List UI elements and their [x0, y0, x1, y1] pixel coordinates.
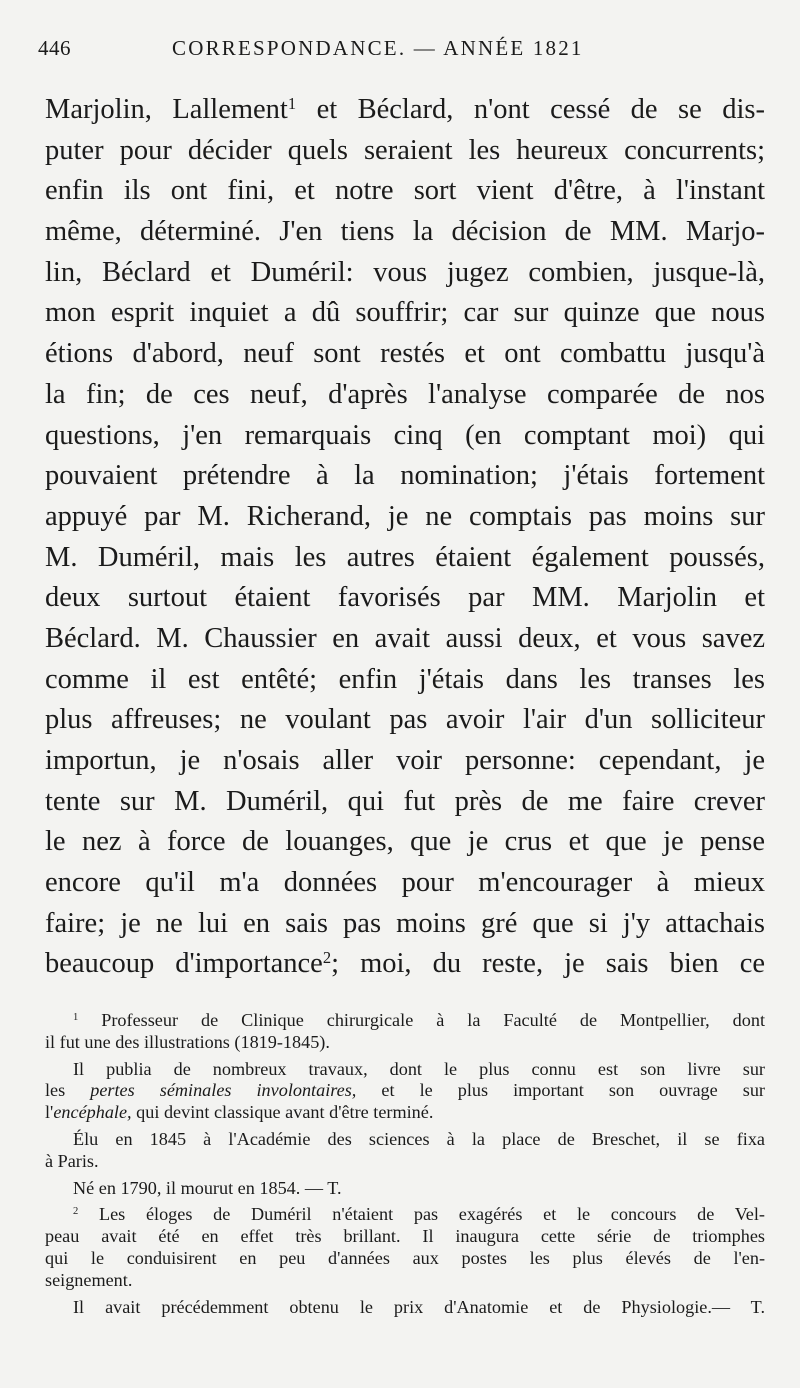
running-head: CORRESPONDANCE. — ANNÉE 1821 [172, 36, 584, 60]
text-line: encore qu'il m'a données pour m'encourager à mieux [45, 867, 765, 899]
main-text [45, 90, 765, 985]
text-line: le nez à force de louanges, que je crus et que je pense [45, 826, 765, 858]
text-line: comme il est entêté; enfin j'étais dans les transes les [45, 663, 765, 695]
footnote-line: Il publia de nombreux travaux, dont le plus connu est son livre sur [73, 1058, 765, 1079]
page-number: 446 [38, 36, 71, 60]
text-line: même, déterminé. J'en tiens la décision de MM. Marjo- [45, 216, 765, 248]
text-line: pouvaient prétendre à la nomination; j'étais fortement [45, 460, 765, 492]
footnote-marker: 1 [73, 1012, 79, 1024]
text-line: Béclard. M. Chaussier en avait aussi deux, et vous savez [45, 622, 765, 654]
text-line: faire; je ne lui en sais pas moins gré que si j'y attachais [45, 907, 765, 939]
text-line: importun, je n'osais aller voir personne: cependant, je [45, 745, 765, 776]
footnote-line: $^2$ Les éloges de Duméril n'étaient pas exagérés et le concours de Vel- [73, 1204, 765, 1225]
footnote-line: $^1$ Professeur de Clinique chirurgicale à la Faculté de Montpellier, dont [73, 1010, 765, 1030]
footnote-line: peau avait été en effet très brillant. Il inaugura cette série de triomphes [45, 1226, 765, 1247]
footnote-1 [45, 1010, 765, 1199]
text-line: deux surtout étaient favorisés par MM. Marjolin et [45, 582, 765, 614]
text-line: beaucoup d'importance$^2$; moi, du reste, je sais bien ce [45, 948, 765, 980]
footnote-line: il fut une des illustrations (1819-1845). [45, 1031, 330, 1052]
footnote-ref: 1 [287, 93, 297, 113]
footnote-line: Il avait précédemment obtenu le prix d'Anatomie et de Physiologie.— T. [73, 1296, 765, 1317]
footnotes [45, 1010, 765, 1318]
text-line: étions d'abord, neuf sont restés et ont combattu jusqu'à [45, 338, 765, 370]
footnote-marker: 2 [73, 1206, 79, 1218]
text-line: Marjolin, Lallement$^1$ et Béclard, n'ont cessé de se dis- [45, 93, 765, 125]
footnote-2 [45, 1204, 765, 1318]
footnote-line: les pertes séminales involontaires, et le plus important son ouvrage sur [45, 1080, 765, 1101]
text-line: tente sur M. Duméril, qui fut près de me faire crever [45, 785, 765, 817]
text-line: questions, j'en remarquais cinq (en comptant moi) qui [45, 419, 765, 451]
text-line: appuyé par M. Richerand, je ne comptais pas moins sur [45, 500, 765, 532]
footnote-line: l'encéphale, qui devint classique avant d'être terminé. [45, 1102, 434, 1123]
text-line: lin, Béclard et Duméril: vous jugez combien, jusque-là, [45, 256, 765, 288]
footnote-line: Élu en 1845 à l'Académie des sciences à la place de Breschet, il se fixa [73, 1128, 765, 1149]
text-line: M. Duméril, mais les autres étaient également poussés, [45, 541, 765, 573]
text-line: puter pour décider quels seraient les heureux concurrents; [45, 134, 765, 166]
page-header [38, 36, 768, 66]
text-line: mon esprit inquiet a dû souffrir; car sur quinze que nous [45, 297, 765, 329]
footnote-line: seignement. [45, 1269, 133, 1290]
text-line: enfin ils ont fini, et notre sort vient d'être, à l'instant [45, 175, 765, 207]
footnote-line: qui le conduisirent en peu d'années aux postes les plus élevés de l'en- [45, 1247, 765, 1268]
footnote-ref: 2 [322, 948, 332, 968]
text-line: plus affreuses; ne voulant pas avoir l'air d'un solliciteur [45, 704, 765, 736]
footnote-line: à Paris. [45, 1150, 99, 1171]
text-line: la fin; de ces neuf, d'après l'analyse comparée de nos [45, 378, 765, 410]
footnote-line: Né en 1790, il mourut en 1854. — T. [73, 1177, 342, 1198]
